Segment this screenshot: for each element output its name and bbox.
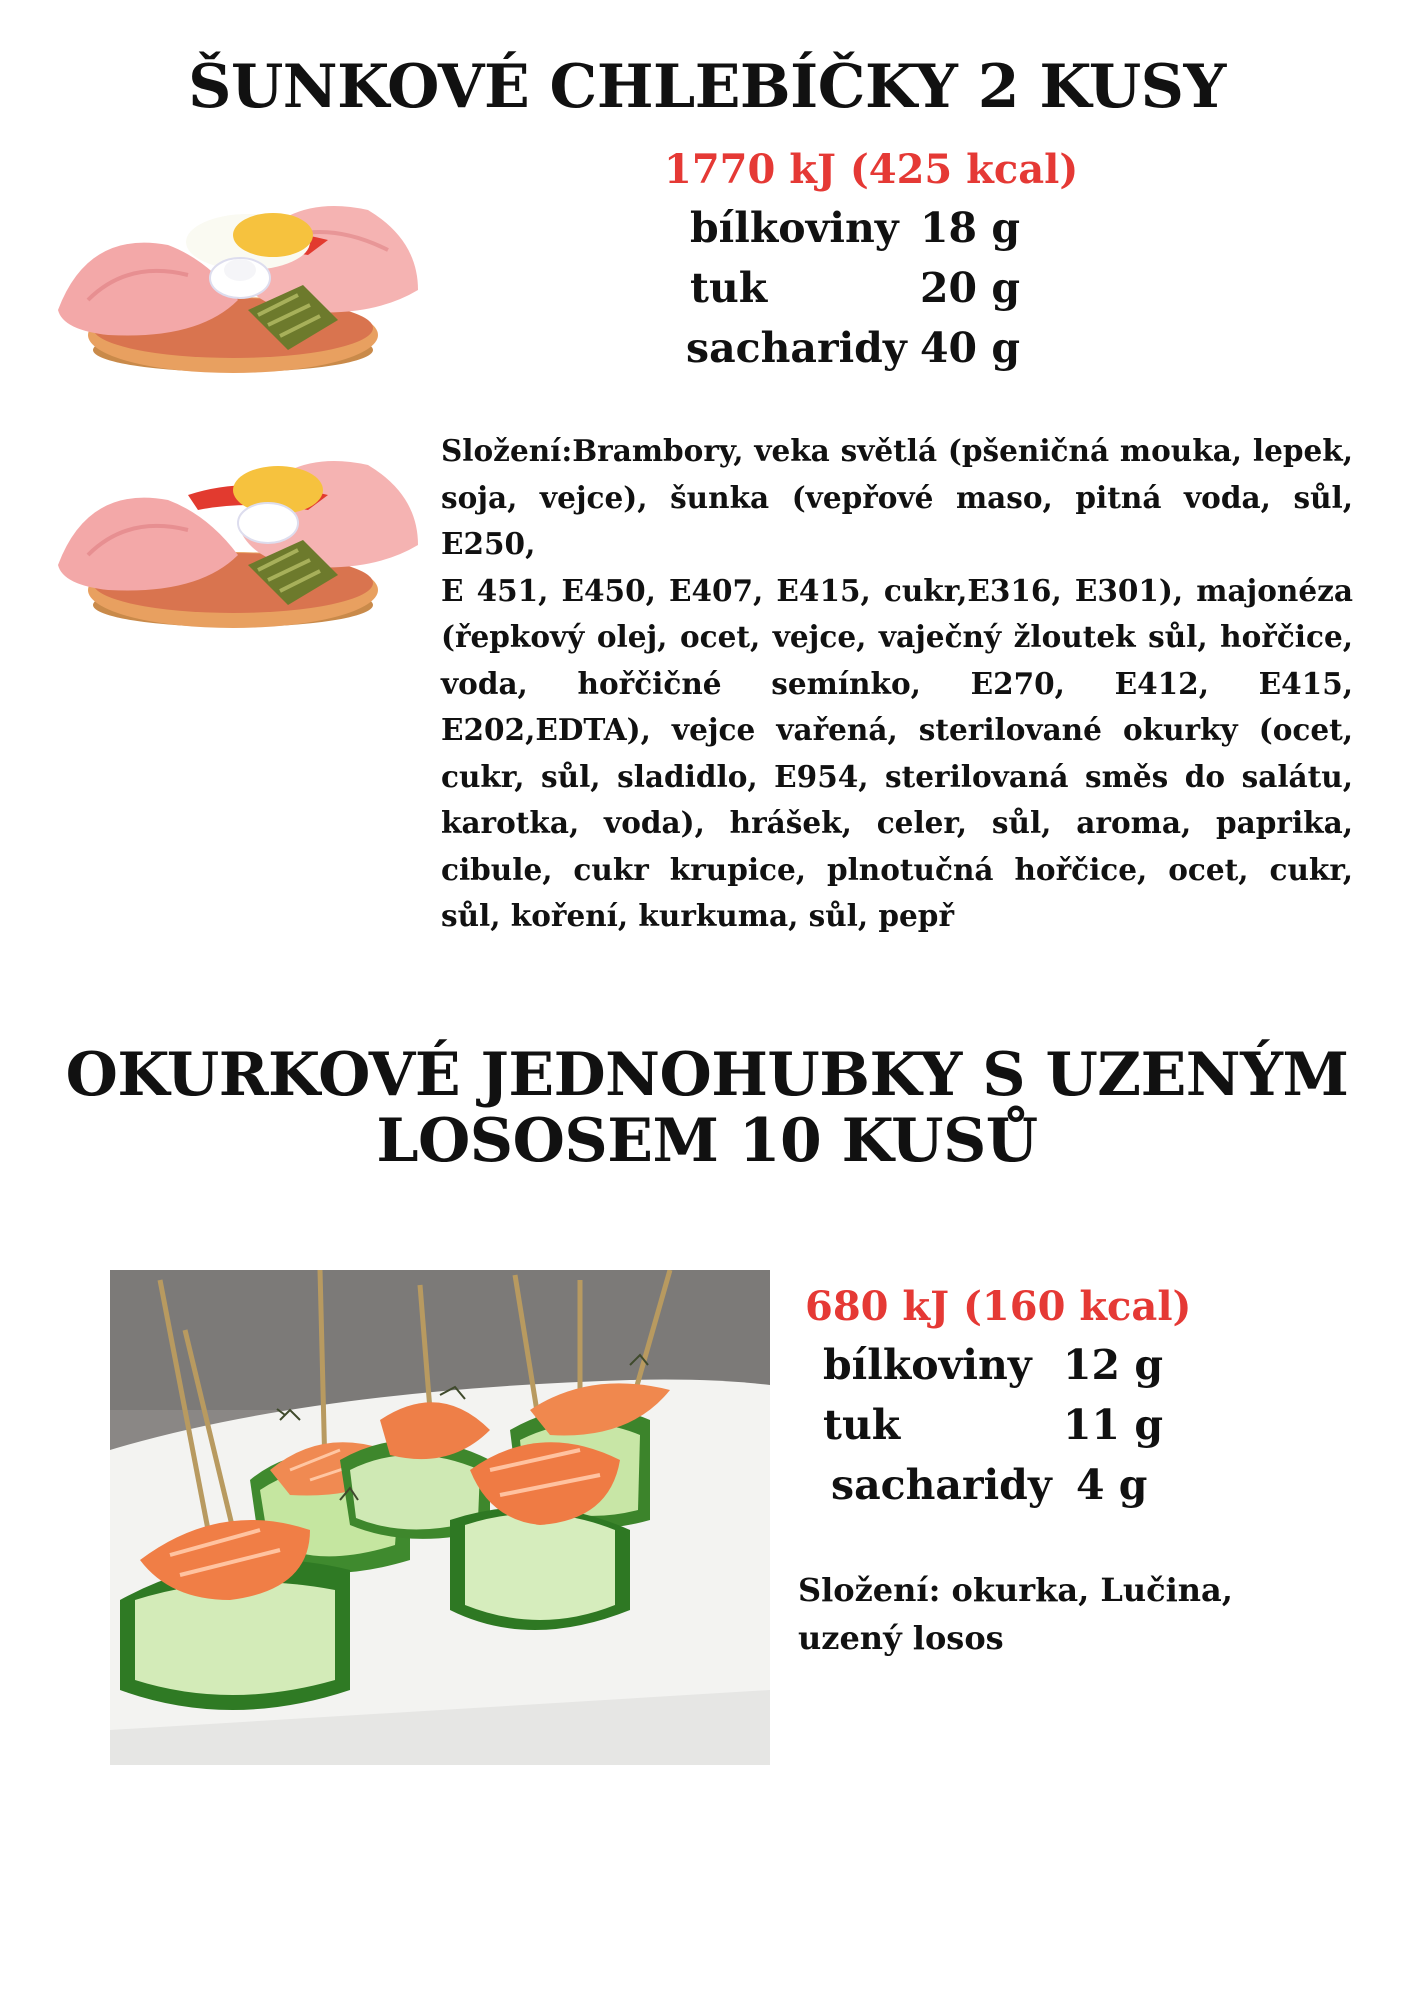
product2-title-line1: OKURKOVÉ JEDNOHUBKY S UZENÝM (65, 1040, 1349, 1110)
nutrient-name: sacharidy (686, 324, 907, 372)
ingredients-paragraph: Složení:Brambory, veka světlá (pšeničná mouka, lepek, soja, vejce), šunka (vepřové maso, pitná voda, sůl, E250, (441, 433, 1353, 561)
nutrient-name: tuk (823, 1401, 901, 1449)
product1-nutrition-table (686, 198, 1020, 378)
nutrient-row (823, 1335, 1163, 1395)
product2-ingredients-line1: Složení: okurka, Lučina, (798, 1571, 1233, 1609)
nutrient-value: 4 g (1076, 1461, 1148, 1509)
ingredients-paragraph: E 451, E450, E407, E415, cukr,E316, E301), majonéza (řepkový olej, ocet, vejce, vaječný žloutek sůl, hořčice, voda, hořčičné semínko, E270, E412, E415, E202,EDTA), vejce vařená, sterilované okurky (ocet, cukr, sůl, sladidlo, E954, sterilovaná směs do salátu, karotka, voda), hrášek, celer, sůl, aroma, paprika, cibule, cukr krupice, plnotučná hořčice, ocet, cukr, sůl, koření, kurkuma, sůl, pepř (441, 572, 1353, 933)
nutrient-value: 12 g (1063, 1341, 1163, 1389)
product1-energy: 1770 kJ (425 kcal) (664, 146, 1079, 193)
ham-sandwich-image-1 (48, 150, 438, 390)
nutrient-row (690, 198, 1020, 258)
nutrient-row (686, 318, 1020, 378)
nutrient-value: 40 g (920, 324, 1020, 372)
nutrient-name: bílkoviny (823, 1341, 1032, 1389)
nutrient-name: bílkoviny (690, 204, 899, 252)
product2-title-line2: LOSOSEM 10 KUSŮ (376, 1106, 1038, 1176)
nutrient-value: 18 g (920, 204, 1020, 252)
nutrient-row (823, 1395, 1163, 1455)
nutrient-row (690, 258, 1020, 318)
nutrient-name: tuk (690, 264, 768, 312)
product2-nutrition-table (823, 1335, 1163, 1515)
product1-title: ŠUNKOVÉ CHLEBÍČKY 2 KUSY (188, 52, 1226, 122)
ham-sandwich-image-2 (48, 425, 438, 645)
product2-energy: 680 kJ (160 kcal) (805, 1283, 1192, 1330)
product1-ingredients (441, 428, 1353, 940)
nutrient-name: sacharidy (831, 1461, 1052, 1509)
nutrient-value: 20 g (920, 264, 1020, 312)
product2-ingredients-line2: uzený losos (798, 1619, 1004, 1657)
nutrient-row (831, 1455, 1163, 1515)
nutrient-value: 11 g (1063, 1401, 1163, 1449)
salmon-cucumber-photo (110, 1270, 770, 1765)
